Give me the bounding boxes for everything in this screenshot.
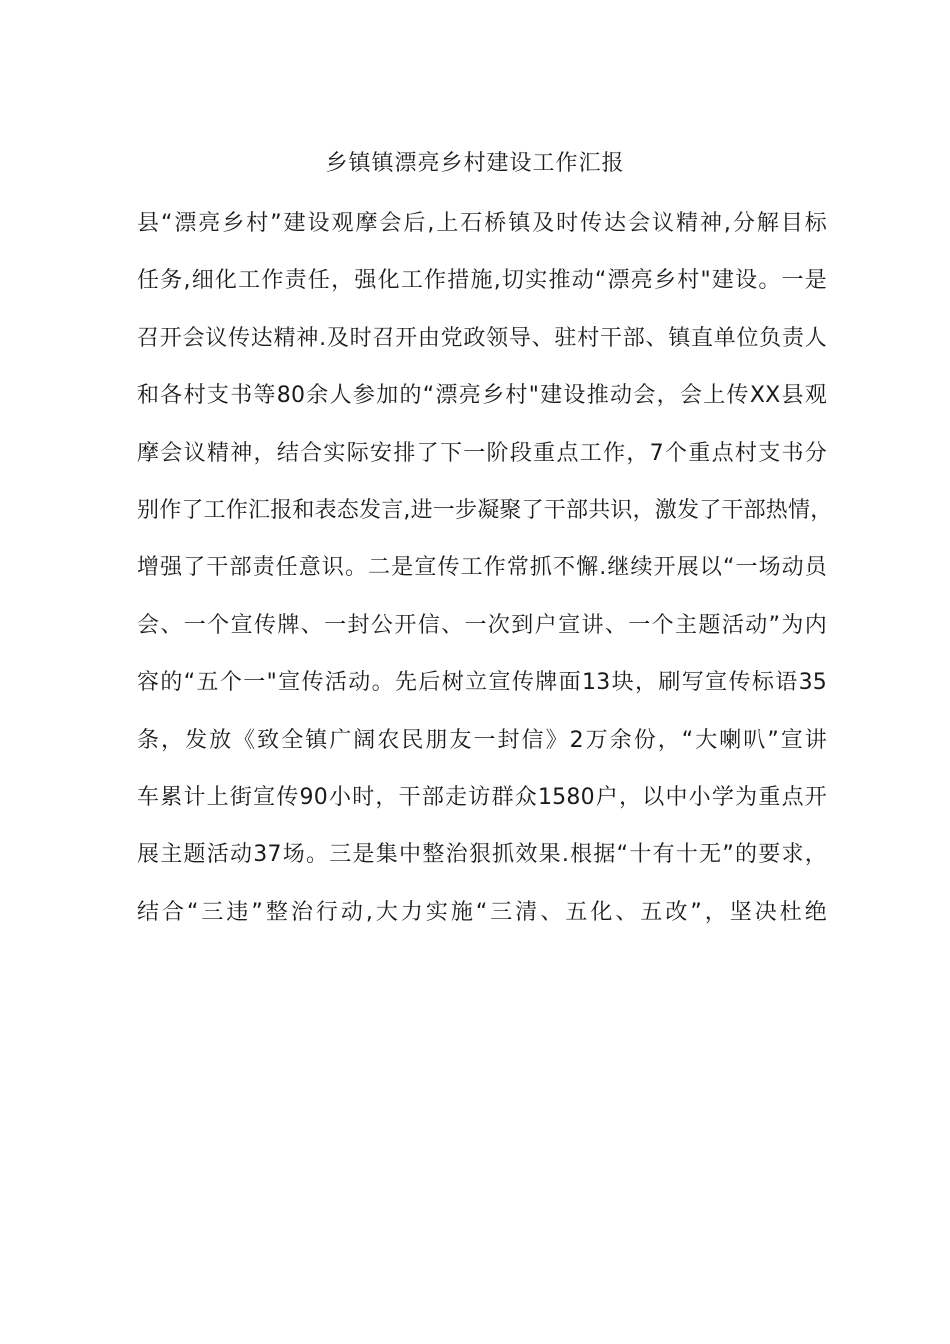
document-body <box>137 206 833 952</box>
body-line: 车累计上街宣传90小时，干部走访群众1580户，以中小学为重点开 <box>137 784 827 810</box>
body-line: 结合“三违”整治行动,大力实施“三清、五化、五改”，坚决杜绝 <box>137 899 827 925</box>
body-line: 会、一个宣传牌、一封公开信、一次到户宣讲、一个主题活动”为内 <box>137 612 827 638</box>
body-line: 增强了干部责任意识。二是宣传工作常抓不懈.继续开展以“一场动员 <box>137 555 827 581</box>
body-line: 和各村支书等80余人参加的“漂亮乡村"建设推动会，会上传XX县观 <box>137 383 827 409</box>
body-line: 任务,细化工作责任，强化工作措施,切实推动“漂亮乡村"建设。一是 <box>137 268 827 294</box>
body-line: 展主题活动37场。三是集中整治狠抓效果.根据“十有十无”的要求， <box>137 842 827 868</box>
body-line: 容的“五个一"宣传活动。先后树立宣传牌面13块，刷写宣传标语35 <box>137 670 827 696</box>
body-line: 召开会议传达精神.及时召开由党政领导、驻村干部、镇直单位负责人 <box>137 325 827 351</box>
body-line: 别作了工作汇报和表态发言,进一步凝聚了干部共识，激发了干部热情， <box>137 497 833 523</box>
body-line: 县“漂亮乡村”建设观摩会后,上石桥镇及时传达会议精神,分解目标 <box>137 211 827 236</box>
document-title: 乡镇镇漂亮乡村建设工作汇报 <box>325 151 625 176</box>
body-line: 条，发放《致全镇广阔农民朋友一封信》2万余份，“大喇叭”宣讲 <box>137 727 827 753</box>
body-line: 摩会议精神，结合实际安排了下一阶段重点工作，7个重点村支书分 <box>137 440 827 466</box>
